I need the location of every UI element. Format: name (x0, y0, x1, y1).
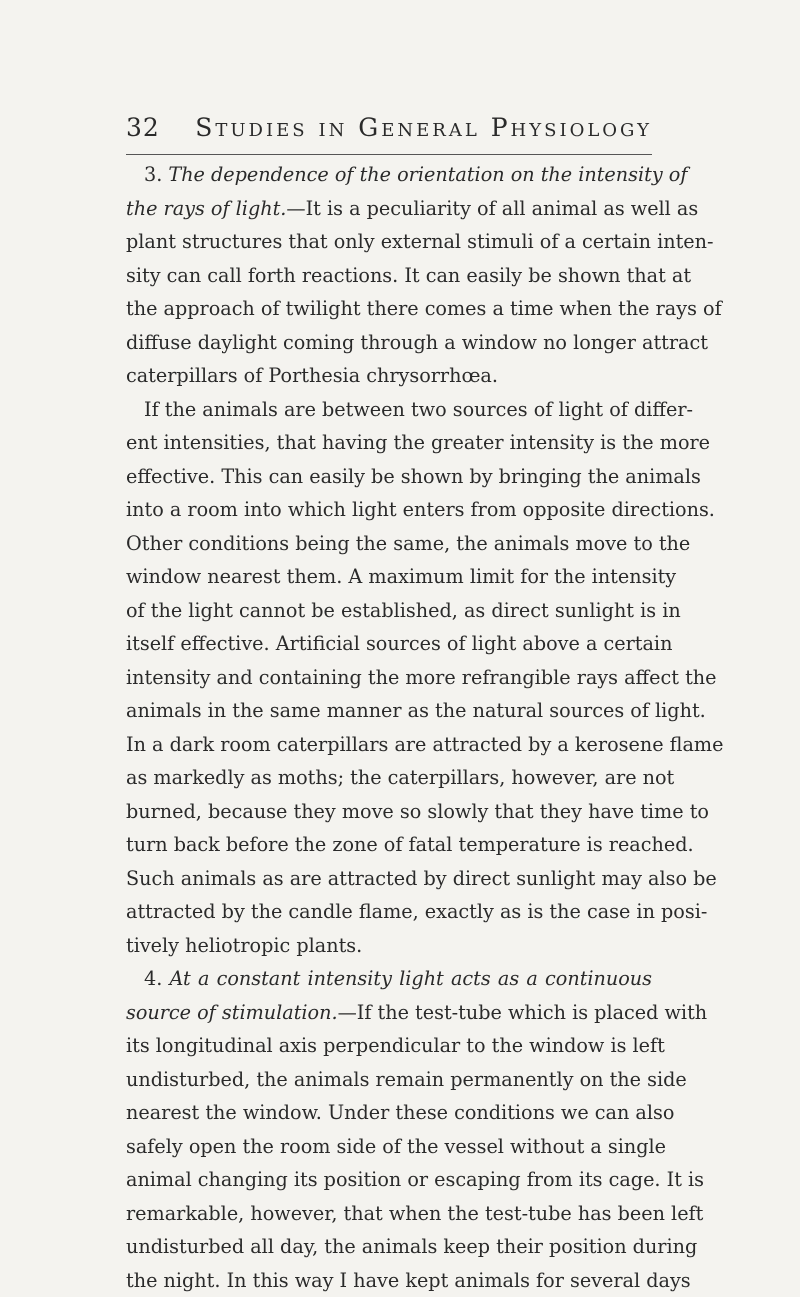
text-line: attracted by the candle flame, exactly as is the case in posi- (126, 895, 652, 929)
text-line: plant structures that only external stimuli of a certain inten- (126, 225, 652, 259)
text-line: the approach of twilight there comes a time when the rays of (126, 292, 652, 326)
text-line: remarkable, however, that when the test-tube has been left (126, 1197, 652, 1231)
text-run: —If the test-tube which is placed with (338, 1001, 708, 1024)
text-line: turn back before the zone of fatal temperature is reached. (126, 828, 652, 862)
text-line: itself effective. Artificial sources of light above a certain (126, 627, 652, 661)
text-line: In a dark room caterpillars are attracted by a kerosene flame (126, 728, 652, 762)
section-number: 3. (144, 163, 168, 186)
text-line: as markedly as moths; the caterpillars, however, are not (126, 761, 652, 795)
text-run: —It is a peculiarity of all animal as well as (286, 197, 698, 220)
text-line: safely open the room side of the vessel without a single (126, 1130, 652, 1164)
text-line: undisturbed all day, the animals keep their position during (126, 1230, 652, 1264)
text-line: sity can call forth reactions. It can easily be shown that at (126, 259, 652, 293)
text-line (126, 962, 652, 996)
body-text (126, 158, 652, 1297)
text-line: undisturbed, the animals remain permanently on the side (126, 1063, 652, 1097)
page-number: 32 (126, 113, 160, 142)
text-line: window nearest them. A maximum limit for the intensity (126, 560, 652, 594)
text-line: Other conditions being the same, the animals move to the (126, 527, 652, 561)
running-head (126, 113, 652, 149)
section-heading: the rays of light. (126, 197, 286, 220)
section-heading: source of stimulation. (126, 1001, 338, 1024)
text-line: into a room into which light enters from opposite directions. (126, 493, 652, 527)
header-rule (126, 154, 652, 155)
text-line: intensity and containing the more refrangible rays affect the (126, 661, 652, 695)
text-line: effective. This can easily be shown by bringing the animals (126, 460, 652, 494)
text-line (126, 158, 652, 192)
text-line: the night. In this way I have kept animals for several days (126, 1264, 652, 1297)
text-line: of the light cannot be established, as direct sunlight is in (126, 594, 652, 628)
section-heading: The dependence of the orientation on the intensity of (168, 163, 687, 186)
text-line: its longitudinal axis perpendicular to the window is left (126, 1029, 652, 1063)
section-heading: At a constant intensity light acts as a continuous (170, 967, 653, 990)
section-number: 4. (144, 967, 170, 990)
text-line (126, 192, 652, 226)
text-line: ent intensities, that having the greater intensity is the more (126, 426, 652, 460)
text-line: diffuse daylight coming through a window no longer attract (126, 326, 652, 360)
text-line: animals in the same manner as the natural sources of light. (126, 694, 652, 728)
text-line (126, 996, 652, 1030)
text-line: animal changing its position or escaping from its cage. It is (126, 1163, 652, 1197)
text-line: Such animals as are attracted by direct sunlight may also be (126, 862, 652, 896)
text-line: burned, because they move so slowly that they have time to (126, 795, 652, 829)
text-line: If the animals are between two sources of light of differ- (126, 393, 652, 427)
text-line: tively heliotropic plants. (126, 929, 652, 963)
running-title: Studies in General Physiology (195, 113, 652, 142)
text-line: nearest the window. Under these conditions we can also (126, 1096, 652, 1130)
text-line: caterpillars of Porthesia chrysorrhœa. (126, 359, 652, 393)
